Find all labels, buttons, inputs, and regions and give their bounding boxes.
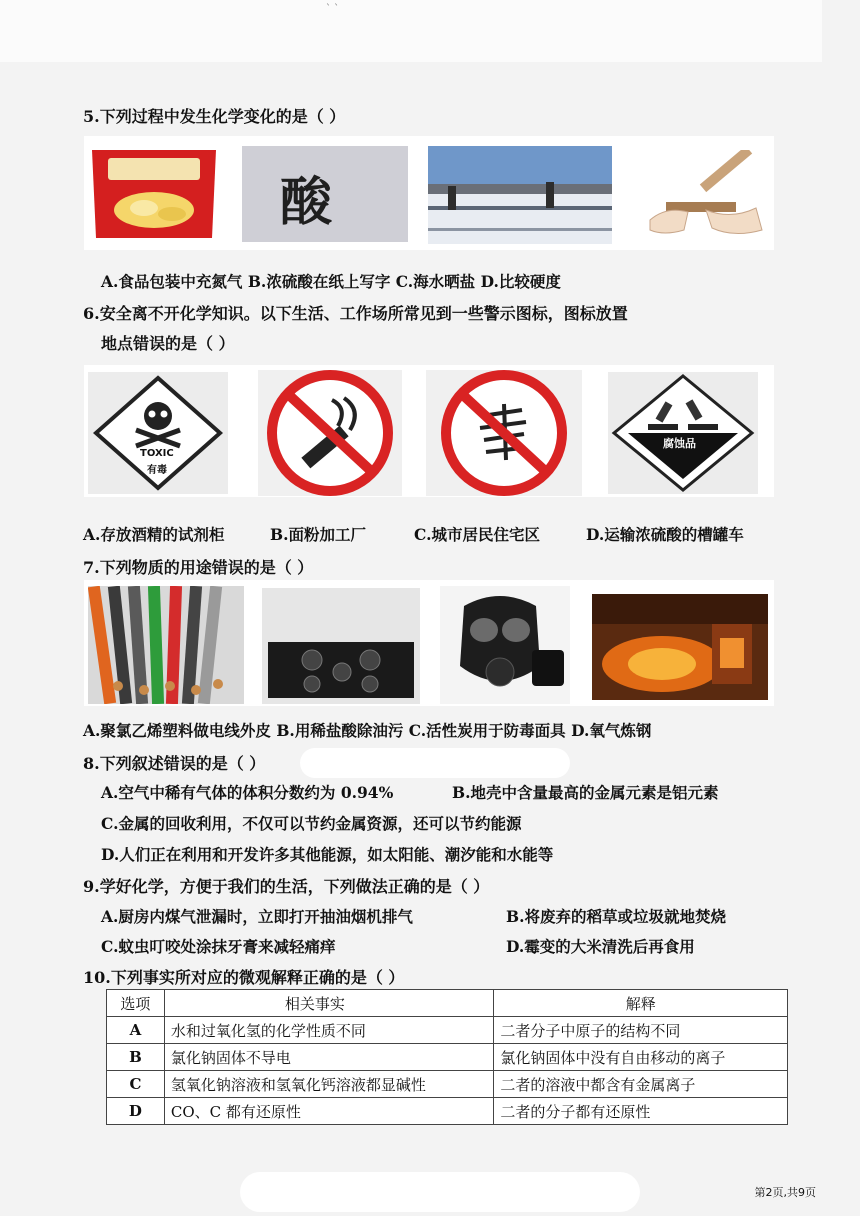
q5-stem: 5.下列过程中发生化学变化的是（ ） bbox=[83, 107, 346, 126]
row-d-explanation: 二者的分子都有还原性 bbox=[494, 1098, 788, 1125]
toxic-cn-label: 有毒 bbox=[147, 465, 167, 476]
q8-option-c: C.金属的回收利用，不仅可以节约金属资源，还可以节约能源 bbox=[101, 814, 522, 833]
row-a-option: A bbox=[107, 1017, 165, 1044]
page-number: 第2页,共9页 bbox=[754, 1186, 816, 1199]
q6-stem-line1: 6.安全离不开化学知识。以下生活、工作场所常见到一些警示图标，图标放置 bbox=[83, 304, 628, 323]
toxic-label: TOXIC bbox=[140, 448, 174, 459]
q9-option-a: A.厨房内煤气泄漏时，立即打开抽油烟机排气 bbox=[101, 907, 413, 926]
table-row bbox=[107, 1044, 788, 1071]
q5-pic-acid-paper: 酸 bbox=[242, 146, 408, 242]
header-explanation: 解释 bbox=[494, 990, 788, 1017]
row-a-explanation: 二者分子中原子的结构不同 bbox=[494, 1017, 788, 1044]
q6-stem-line2: 地点错误的是（ ） bbox=[101, 334, 235, 353]
q7-pic-cables bbox=[88, 586, 244, 704]
table-row bbox=[107, 1098, 788, 1125]
q8-option-d: D.人们正在利用和开发许多其他能源，如太阳能、潮汐能和水能等 bbox=[101, 845, 554, 864]
q8-stem: 8.下列叙述错误的是（ ） bbox=[83, 754, 266, 773]
q6-sign-toxic bbox=[88, 372, 228, 494]
q7-options: A.聚氯乙烯塑料做电线外皮 B.用稀盐酸除油污 C.活性炭用于防毒面具 D.氧气炼钢 bbox=[83, 721, 652, 740]
top-scan-band bbox=[0, 0, 822, 62]
q6-option-c: C.城市居民住宅区 bbox=[414, 525, 540, 544]
q5-pic-hardness bbox=[636, 150, 768, 242]
q5-pic-chips-bag bbox=[88, 144, 220, 244]
row-a-fact: 水和过氧化氢的化学性质不同 bbox=[164, 1017, 494, 1044]
row-d-fact: CO、C 都有还原性 bbox=[164, 1098, 494, 1125]
q9-option-d: D.霉变的大米清洗后再食用 bbox=[506, 937, 695, 956]
table-header-row bbox=[107, 990, 788, 1017]
header-fact: 相关事实 bbox=[164, 990, 494, 1017]
q10-stem: 10.下列事实所对应的微观解释正确的是（ ） bbox=[83, 968, 405, 987]
q7-pic-steel-furnace bbox=[592, 594, 768, 700]
table-row bbox=[107, 1071, 788, 1098]
scan-white-patch-bottom bbox=[240, 1172, 640, 1212]
q6-option-d: D.运输浓硫酸的槽罐车 bbox=[586, 525, 744, 544]
q6-option-b: B.面粉加工厂 bbox=[270, 525, 366, 544]
q9-option-c: C.蚊虫叮咬处涂抹牙膏来减轻痛痒 bbox=[101, 937, 336, 956]
q9-stem: 9.学好化学，方便于我们的生活，下列做法正确的是（ ） bbox=[83, 877, 490, 896]
q8-option-b: B.地壳中含量最高的金属元素是铝元素 bbox=[452, 783, 719, 802]
row-b-option: B bbox=[107, 1044, 165, 1071]
q10-table bbox=[106, 989, 788, 1125]
q6-sign-no-fire bbox=[426, 370, 582, 496]
q8-option-a: A.空气中稀有气体的体积分数约为 0.94% bbox=[101, 783, 394, 802]
scan-white-patch bbox=[300, 748, 570, 778]
corrosive-label: 腐蚀品 bbox=[663, 437, 696, 450]
row-d-option: D bbox=[107, 1098, 165, 1125]
row-c-option: C bbox=[107, 1071, 165, 1098]
q6-option-a: A.存放酒精的试剂柜 bbox=[83, 525, 225, 544]
q6-sign-no-smoking bbox=[258, 370, 402, 496]
q5-options: A.食品包装中充氮气 B.浓硫酸在纸上写字 C.海水晒盐 D.比较硬度 bbox=[101, 272, 561, 291]
header-mark: ` ` bbox=[326, 4, 340, 15]
table-row bbox=[107, 1017, 788, 1044]
row-b-fact: 氯化钠固体不导电 bbox=[164, 1044, 494, 1071]
row-c-fact: 氢氧化钠溶液和氢氧化钙溶液都显碱性 bbox=[164, 1071, 494, 1098]
q9-option-b: B.将废弃的稻草或垃圾就地焚烧 bbox=[506, 907, 726, 926]
q6-sign-corrosive bbox=[608, 372, 758, 494]
q7-stem: 7.下列物质的用途错误的是（ ） bbox=[83, 558, 314, 577]
row-b-explanation: 氯化钠固体中没有自由移动的离子 bbox=[494, 1044, 788, 1071]
q7-pic-gas-mask bbox=[440, 586, 570, 704]
header-option: 选项 bbox=[107, 990, 165, 1017]
row-c-explanation: 二者的溶液中都含有金属离子 bbox=[494, 1071, 788, 1098]
q5-pic-sea-salt bbox=[428, 146, 612, 244]
q7-pic-stove bbox=[262, 588, 420, 704]
